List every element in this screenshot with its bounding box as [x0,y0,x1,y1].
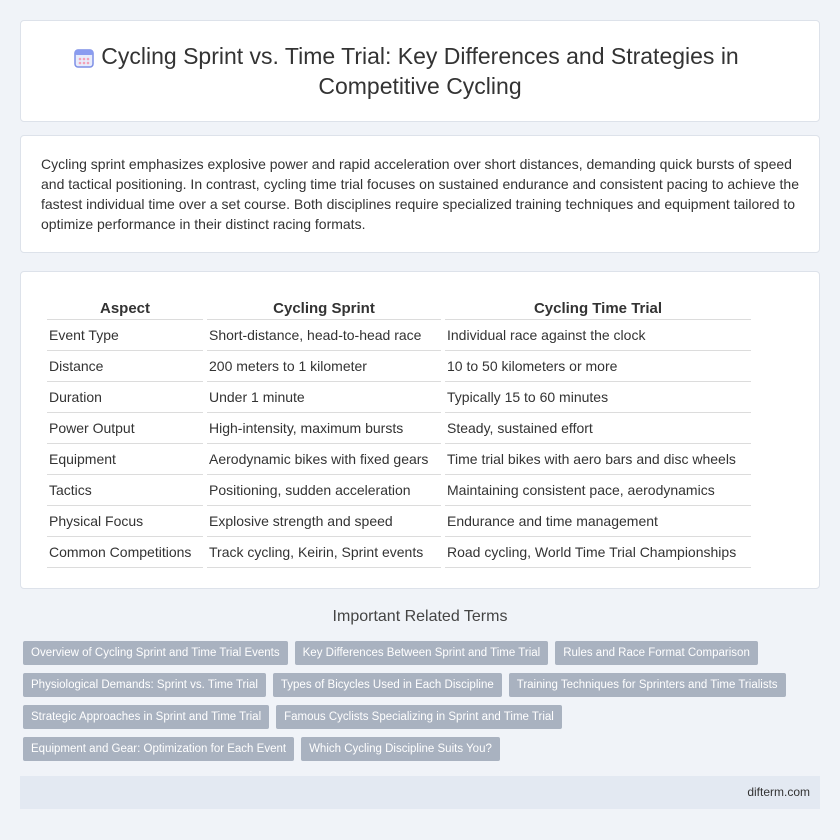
related-term-link[interactable]: Rules and Race Format Comparison [555,641,758,665]
tag-row [23,705,823,729]
table-row [47,320,751,351]
tag-row [23,673,823,697]
related-term-link[interactable]: Types of Bicycles Used in Each Discipline [273,673,502,697]
table-row [47,351,751,382]
table-cell: Positioning, sudden acceleration [207,475,441,506]
related-terms-tags [23,641,823,769]
title-card [20,20,820,122]
header-cycling-time-trial: Cycling Time Trial [445,296,751,320]
header-cycling-sprint: Cycling Sprint [207,296,441,320]
table-cell: Individual race against the clock [445,320,751,351]
table-cell: Short-distance, head-to-head race [207,320,441,351]
page-title: Cycling Sprint vs. Time Trial: Key Differences and Strategies in Competitive Cycling [101,43,739,99]
table-cell: Physical Focus [47,506,203,537]
table-cell: Equipment [47,444,203,475]
table-row [47,413,751,444]
table-cell: Endurance and time management [445,506,751,537]
intro-paragraph: Cycling sprint emphasizes explosive power and rapid acceleration over short distances, demanding quick bursts of speed and tactical positioning. In contrast, cycling time trial focuses on sustained endurance and consistent pacing to achieve the fastest individual time over a set course. Both disciplines require specialized training techniques and equipment tailored to optimize performance in their distinct racing formats. [41,156,800,232]
intro-card [20,135,820,253]
table-row [47,444,751,475]
comparison-table [43,296,755,568]
footer [20,776,820,809]
related-term-link[interactable]: Equipment and Gear: Optimization for Each Event [23,737,294,761]
table-cell: Explosive strength and speed [207,506,441,537]
table-cell: Under 1 minute [207,382,441,413]
related-term-link[interactable]: Physiological Demands: Sprint vs. Time Trial [23,673,266,697]
table-row [47,537,751,568]
related-term-link[interactable]: Famous Cyclists Specializing in Sprint and Time Trial [276,705,562,729]
table-cell: Common Competitions [47,537,203,568]
table-cell: Tactics [47,475,203,506]
comparison-table-card [20,271,820,589]
table-cell: Aerodynamic bikes with fixed gears [207,444,441,475]
related-term-link[interactable]: Strategic Approaches in Sprint and Time Trial [23,705,269,729]
tag-row [23,737,823,761]
table-cell: Power Output [47,413,203,444]
related-terms-heading: Important Related Terms [332,608,508,625]
table-cell: Distance [47,351,203,382]
related-term-link[interactable]: Key Differences Between Sprint and Time Trial [295,641,549,665]
table-row [47,475,751,506]
table-header-row [47,296,751,320]
table-cell: Time trial bikes with aero bars and disc wheels [445,444,751,475]
table-cell: Event Type [47,320,203,351]
related-term-link[interactable]: Which Cycling Discipline Suits You? [301,737,500,761]
related-term-link[interactable]: Training Techniques for Sprinters and Time Trialists [509,673,786,697]
table-cell: High-intensity, maximum bursts [207,413,441,444]
table-cell: Track cycling, Keirin, Sprint events [207,537,441,568]
table-cell: Duration [47,382,203,413]
table-cell: Maintaining consistent pace, aerodynamics [445,475,751,506]
table-row [47,506,751,537]
table-cell: 200 meters to 1 kilometer [207,351,441,382]
header-aspect: Aspect [47,296,203,320]
footer-site-link[interactable]: difterm.com [747,785,810,799]
related-term-link[interactable]: Overview of Cycling Sprint and Time Trial Events [23,641,288,665]
table-cell: Steady, sustained effort [445,413,751,444]
table-cell: 10 to 50 kilometers or more [445,351,751,382]
tag-row [23,641,823,665]
table-cell: Road cycling, World Time Trial Championships [445,537,751,568]
table-cell: Typically 15 to 60 minutes [445,382,751,413]
table-row [47,382,751,413]
